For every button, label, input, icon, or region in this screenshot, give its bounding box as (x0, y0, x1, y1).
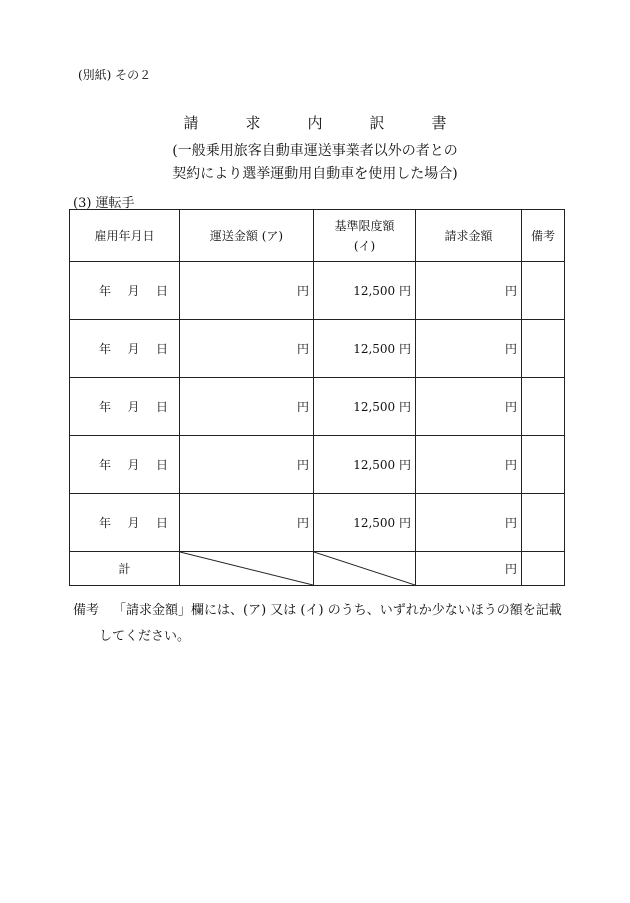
total-row (70, 552, 565, 586)
year-unit: 年 (99, 400, 112, 414)
standard-limit-cell: 12,500 円 (314, 320, 416, 378)
date-cell[interactable] (70, 320, 180, 378)
header-claim-amount: 請求金額 (416, 210, 522, 262)
title-char: 訳 (369, 114, 385, 132)
transport-fee-cell[interactable]: 円 (180, 436, 314, 494)
total-fee-crossed-cell (180, 552, 314, 586)
date-cell[interactable] (70, 494, 180, 552)
note-label: 備考 (73, 603, 100, 618)
date-cell[interactable] (70, 436, 180, 494)
total-label: 計 (70, 552, 180, 586)
transport-fee-cell[interactable]: 円 (180, 494, 314, 552)
table-row (70, 320, 565, 378)
appendix-label: (別紙) その２ (78, 68, 152, 82)
date-cell[interactable] (70, 378, 180, 436)
standard-limit-cell: 12,500 円 (314, 378, 416, 436)
diagonal-strike (180, 552, 313, 585)
standard-limit-cell: 12,500 円 (314, 436, 416, 494)
remarks-cell[interactable] (522, 262, 565, 320)
standard-limit-cell: 12,500 円 (314, 262, 416, 320)
year-unit: 年 (99, 342, 112, 356)
month-unit: 月 (127, 516, 140, 530)
header-remarks: 備考 (522, 210, 565, 262)
header-standard-limit-line1: 基準限度額 (334, 218, 395, 233)
month-unit: 月 (127, 342, 140, 356)
note-line-1: 「請求金額」欄には、(ア) 又は (イ) のうち、いずれか少ないほうの額を記載 (113, 603, 562, 618)
table-row (70, 494, 565, 552)
diagonal-strike (314, 552, 415, 585)
section-heading: (3) 運転手 (73, 196, 135, 211)
subtitle-line-2: 契約により選挙運動用自動車を使用した場合) (172, 166, 458, 182)
table-row (70, 378, 565, 436)
title-char: 請 (183, 114, 199, 132)
month-unit: 月 (127, 284, 140, 298)
standard-limit-cell: 12,500 円 (314, 494, 416, 552)
note-line-2: してください。 (99, 629, 191, 644)
document-title (0, 112, 630, 133)
month-unit: 月 (127, 400, 140, 414)
remarks-note (73, 598, 563, 650)
header-transport-fee: 運送金額 (ア) (180, 210, 314, 262)
header-standard-limit (314, 210, 416, 262)
transport-fee-cell[interactable]: 円 (180, 378, 314, 436)
transport-fee-cell[interactable]: 円 (180, 320, 314, 378)
title-char: 内 (307, 114, 323, 132)
total-claim-cell[interactable]: 円 (416, 552, 522, 586)
day-unit: 日 (155, 342, 168, 356)
claim-amount-cell[interactable]: 円 (416, 436, 522, 494)
year-unit: 年 (99, 458, 112, 472)
claim-amount-cell[interactable]: 円 (416, 320, 522, 378)
date-cell[interactable] (70, 262, 180, 320)
claim-breakdown-table (69, 209, 565, 586)
remarks-cell[interactable] (522, 436, 565, 494)
total-remarks-cell[interactable] (522, 552, 565, 586)
header-employment-date: 雇用年月日 (70, 210, 180, 262)
transport-fee-cell[interactable]: 円 (180, 262, 314, 320)
day-unit: 日 (155, 458, 168, 472)
year-unit: 年 (99, 516, 112, 530)
table-row (70, 436, 565, 494)
day-unit: 日 (155, 400, 168, 414)
total-limit-crossed-cell (314, 552, 416, 586)
title-char: 書 (431, 114, 447, 132)
subtitle-line-1: (一般乗用旅客自動車運送事業者以外の者との (172, 143, 458, 159)
header-standard-limit-line2: (イ) (353, 238, 376, 253)
month-unit: 月 (127, 458, 140, 472)
title-char: 求 (245, 114, 261, 132)
year-unit: 年 (99, 284, 112, 298)
claim-amount-cell[interactable]: 円 (416, 262, 522, 320)
claim-amount-cell[interactable]: 円 (416, 494, 522, 552)
header-row (70, 210, 565, 262)
claim-amount-cell[interactable]: 円 (416, 378, 522, 436)
table-row (70, 262, 565, 320)
remarks-cell[interactable] (522, 494, 565, 552)
remarks-cell[interactable] (522, 378, 565, 436)
remarks-cell[interactable] (522, 320, 565, 378)
day-unit: 日 (155, 284, 168, 298)
day-unit: 日 (155, 516, 168, 530)
